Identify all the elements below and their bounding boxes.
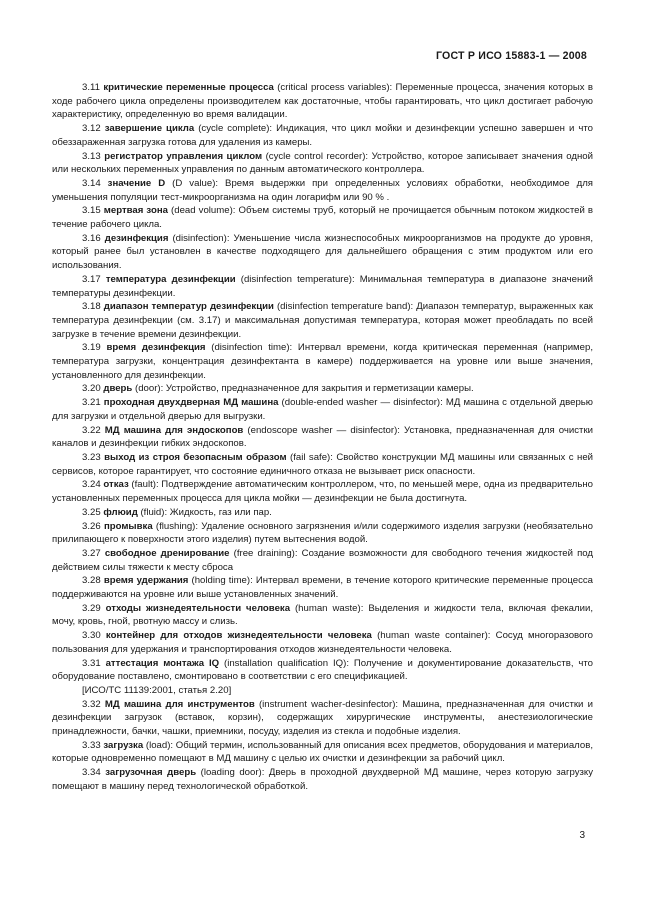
defined-term: МД машина для эндоскопов bbox=[104, 424, 244, 436]
clause-number: 3.20 bbox=[82, 383, 101, 395]
definition-text: (fault): Подтверждение автоматическим контроллером, что, по меньшей мере, одна из предварительно установленных переменных процесса для цикла мойки — дезинфекции не была достигнута. bbox=[52, 479, 593, 505]
defined-term: МД машина для инструментов bbox=[104, 698, 255, 710]
defined-term: дезинфекция bbox=[104, 232, 169, 244]
definition-paragraph bbox=[52, 204, 593, 231]
defined-term: диапазон температур дезинфекции bbox=[103, 301, 274, 313]
clause-number: 3.30 bbox=[82, 630, 101, 642]
reference-note bbox=[52, 684, 593, 698]
defined-term: отходы жизнедеятельности человека bbox=[105, 602, 291, 614]
defined-term: контейнер для отходов жизнедеятельности человека bbox=[105, 630, 372, 642]
defined-term: промывка bbox=[103, 520, 153, 532]
definition-text: (critical process variables): Переменные процесса, значения которых в ходе рабочего цикла определены производителем как достаточные, чтобы гарантировать, что цикл достигает рабочую характеристику, определенную во время валидации. bbox=[52, 82, 594, 121]
clause-number: 3.19 bbox=[82, 342, 101, 354]
definition-text: (disinfection): Уменьшение числа жизнеспособных микроорганизмов на продукте до уровня, который ранее был установлен в качестве подходящего для дальнейшего обращения с этим продуктом или его использования. bbox=[52, 232, 593, 272]
clause-number: 3.11 bbox=[82, 82, 100, 93]
definition-text: (fail safe): Свойство конструкции МД машины или связанных с ней сервисов, которое гарантирует, что состояние единичного отказа не вызывает риск опасности. bbox=[52, 451, 594, 477]
definition-text: (door): Устройство, предназначенное для закрытия и герметизации камеры. bbox=[132, 383, 474, 395]
definition-text: (cycle control recorder): Устройство, которое записывает значения одной или нескольких переменных управления по данным автоматического контроллера. bbox=[52, 150, 594, 176]
clause-number: 3.17 bbox=[82, 273, 101, 285]
clause-number: 3.24 bbox=[82, 479, 101, 491]
defined-term: загрузочная дверь bbox=[105, 767, 197, 779]
definition-text: (instrument wacher-desinfector): Машина, предназначенная для очистки и дезинфекции загрузок (вставок, корзин), содержащих хирургические инструменты, анестезиологические принадлежности, бачки, чашки, приемники, посуду, изделия из стекла и подобные изделия. bbox=[52, 698, 593, 738]
definition-text: (cycle complete): Индикация, что цикл мойки и дезинфекции успешно завершен и что обеззараженная загрузка готова для удаления из камеры. bbox=[52, 123, 593, 148]
definition-text: (load): Общий термин, использованный для описания всех предметов, оборудования и материалов, которые одновременно помещают в МД машину с целью их очистки и дезинфекции за рабочий цикл. bbox=[52, 739, 593, 765]
definition-text: (installation qualification IQ): Получение и документирование доказательств, что оборудование поставлено, смонтировано в соответствии с его спецификацией. bbox=[52, 657, 594, 683]
definition-paragraph bbox=[52, 300, 593, 341]
clause-number: 3.27 bbox=[82, 547, 101, 559]
definition-paragraph bbox=[52, 574, 593, 601]
page-number: 3 bbox=[579, 830, 585, 841]
definition-text: [ИСО/ТС 11139:2001, статья 2.20] bbox=[82, 684, 232, 696]
definition-paragraph bbox=[52, 232, 593, 273]
definition-paragraph bbox=[52, 382, 593, 396]
clause-number: 3.28 bbox=[82, 575, 101, 587]
definition-paragraph bbox=[52, 177, 593, 204]
defined-term: завершение цикла bbox=[104, 123, 195, 135]
defined-term: выход из строя безопасным образом bbox=[104, 451, 287, 463]
defined-term: время удержания bbox=[103, 575, 189, 587]
definition-text: (endoscope washer — disinfector): Установка, предназначенная для очистки каналов и дезинфекции гибких эндоскопов. bbox=[52, 424, 593, 450]
definition-paragraph bbox=[52, 424, 593, 451]
definition-paragraph bbox=[52, 657, 593, 684]
clause-number: 3.31 bbox=[82, 657, 101, 669]
clause-number: 3.29 bbox=[82, 602, 101, 614]
clause-number: 3.23 bbox=[82, 451, 101, 463]
definition-text: (double-ended washer — disinfector): МД машина с отдельной дверью для загрузки и отдельной дверью для выгрузки. bbox=[52, 397, 593, 422]
clause-number: 3.34 bbox=[82, 767, 101, 779]
definitions-body bbox=[52, 81, 593, 794]
definition-paragraph bbox=[52, 547, 593, 574]
definition-text: (human waste): Выделения и жидкости тела, включая фекалии, мочу, кровь, гной, рвотную массу и слизь. bbox=[52, 602, 594, 628]
definition-text: (loading door): Дверь в проходной двухдверной МД машине, через которую загрузку помещают в машину перед технологической обработкой. bbox=[52, 767, 593, 792]
definition-text: (free draining): Создание возможности для свободного течения жидкостей под действием силы тяжести к месту сброса bbox=[52, 547, 593, 573]
defined-term: аттестация монтажа IQ bbox=[105, 657, 220, 669]
definition-text: (flushing): Удаление основного загрязнения и/или содержимого изделия загрузки (необязательно прилипающего к поверхности этого изделия) путем вытеснения водой. bbox=[52, 520, 593, 546]
definition-paragraph bbox=[52, 602, 593, 629]
clause-number: 3.22 bbox=[82, 424, 101, 436]
definition-text: (human waste container): Сосуд многоразового пользования для удержания и транспортирования отходов жизнедеятельности человека. bbox=[52, 630, 594, 655]
definition-paragraph bbox=[52, 629, 593, 656]
defined-term: загрузка bbox=[103, 739, 144, 751]
defined-term: время дезинфекция bbox=[106, 342, 206, 354]
standard-header: ГОСТ Р ИСО 15883-1 — 2008 bbox=[435, 50, 587, 62]
definition-text: (D value): Время выдержки при определенных условиях обработки, необходимое для уменьшения популяции тест-микроорганизма на один логарифм или 90 % . bbox=[52, 177, 593, 203]
clause-number: 3.26 bbox=[82, 520, 101, 532]
defined-term: значение D bbox=[107, 177, 166, 189]
defined-term: регистратор управления циклом bbox=[104, 150, 263, 162]
defined-term: температура дезинфекции bbox=[105, 273, 236, 285]
definition-paragraph bbox=[52, 766, 593, 793]
defined-term: критические переменные процесса bbox=[103, 82, 274, 93]
definition-text: (holding time): Интервал времени, в течение которого критические переменные процесса поддерживаются на уровне или выше установленных значений. bbox=[52, 575, 594, 601]
definition-paragraph bbox=[52, 273, 593, 300]
defined-term: отказ bbox=[103, 479, 129, 491]
definition-paragraph bbox=[52, 506, 593, 520]
definition-paragraph bbox=[52, 341, 593, 382]
definition-paragraph bbox=[52, 698, 593, 739]
defined-term: мертвая зона bbox=[103, 205, 168, 217]
clause-number: 3.32 bbox=[82, 698, 101, 710]
definition-paragraph bbox=[52, 451, 593, 478]
defined-term: проходная двухдверная МД машина bbox=[103, 397, 279, 409]
definition-text: (dead volume): Объем системы труб, который не прочищается обычным потоком жидкостей в течение рабочего цикла. bbox=[52, 205, 593, 231]
definition-text: (disinfection temperature): Минимальная температура в диапазоне значений температуры дезинфекции. bbox=[52, 273, 593, 299]
definition-text: (disinfection temperature band): Диапазон температур, выраженных как температура дезинфекции (см. 3.17) и максимальная допустимая температура, которая может преобладать по всей загрузке в течение времени дезинфекции. bbox=[52, 301, 593, 340]
definition-paragraph bbox=[52, 478, 593, 505]
defined-term: дверь bbox=[103, 383, 133, 395]
definition-text: (fluid): Жидкость, газ или пар. bbox=[137, 506, 272, 518]
clause-number: 3.15 bbox=[82, 205, 101, 217]
clause-number: 3.13 bbox=[82, 150, 101, 162]
clause-number: 3.18 bbox=[82, 301, 101, 313]
definition-paragraph bbox=[52, 520, 593, 547]
definition-text: (disinfection time): Интервал времени, когда критическая переменная (например, температура загрузки, концентрация дезинфектанта в камере) поддерживается на уровне или выше значения, установленного для дезинфекции. bbox=[52, 342, 593, 381]
clause-number: 3.12 bbox=[82, 123, 101, 135]
definition-paragraph bbox=[52, 150, 593, 177]
clause-number: 3.14 bbox=[82, 177, 101, 189]
definition-paragraph bbox=[52, 81, 593, 122]
definition-paragraph bbox=[52, 122, 593, 149]
definition-paragraph bbox=[52, 739, 593, 766]
definition-paragraph bbox=[52, 396, 593, 423]
clause-number: 3.21 bbox=[82, 397, 101, 409]
clause-number: 3.25 bbox=[82, 506, 101, 518]
defined-term: свободное дренирование bbox=[104, 547, 230, 559]
defined-term: флюид bbox=[103, 506, 138, 518]
clause-number: 3.33 bbox=[82, 739, 101, 751]
clause-number: 3.16 bbox=[82, 232, 101, 244]
